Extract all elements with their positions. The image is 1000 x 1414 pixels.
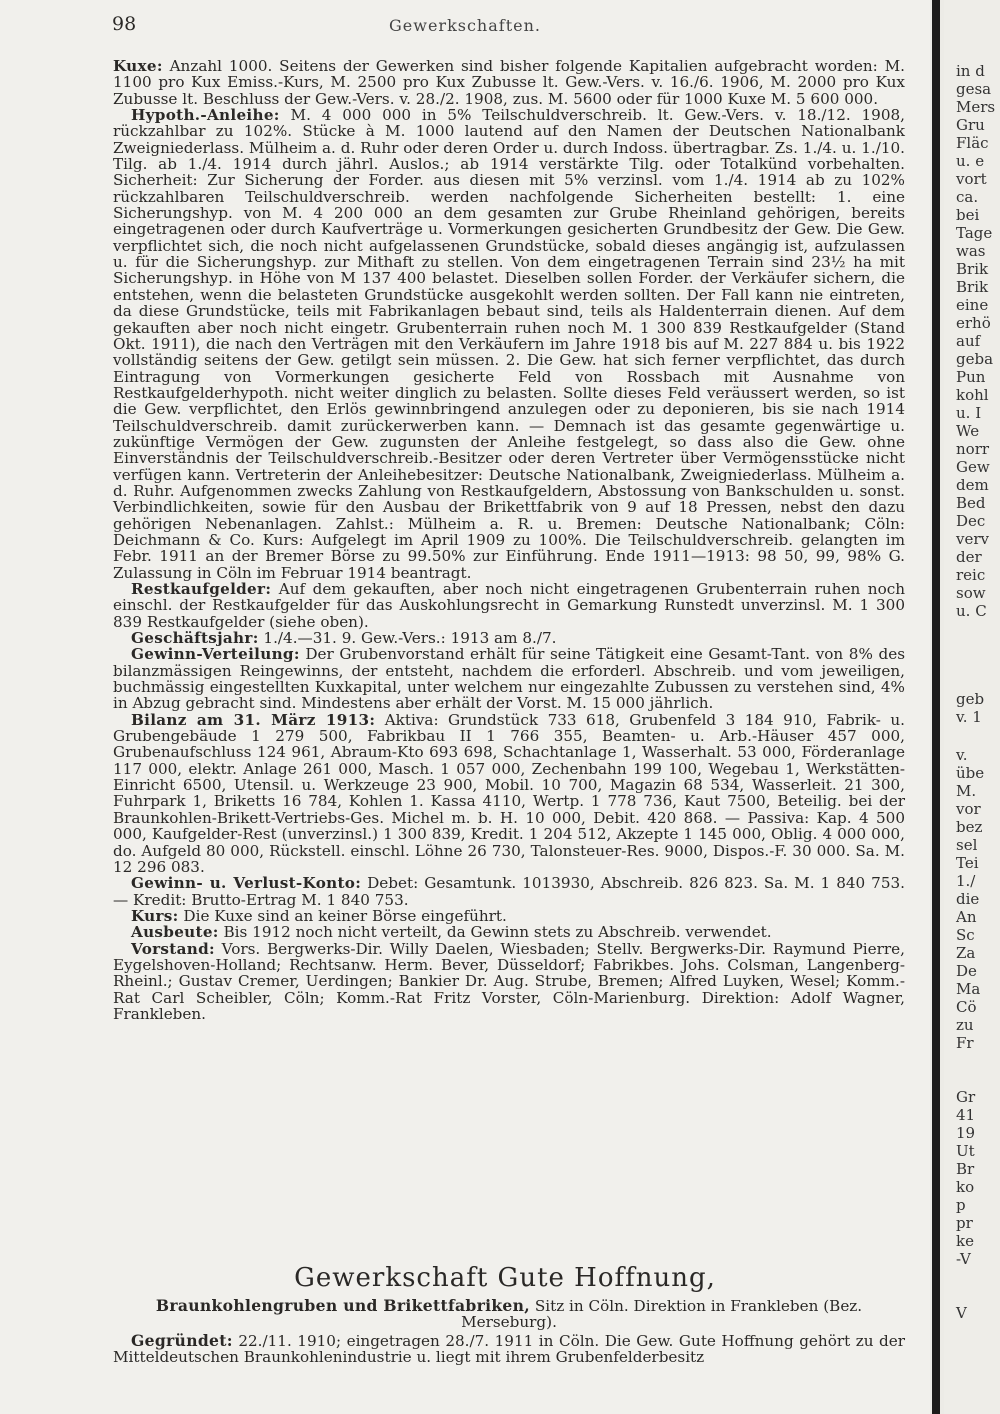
margin-fragment: vor <box>956 800 981 818</box>
margin-fragment: We <box>956 422 980 440</box>
margin-fragment: Tei <box>956 854 979 872</box>
paragraph-label: Ausbeute: <box>131 923 219 942</box>
margin-fragment: erhö <box>956 314 991 332</box>
margin-fragment: v. <box>956 746 968 764</box>
margin-fragment: Mers <box>956 98 996 116</box>
margin-fragment: bei <box>956 206 980 224</box>
founded-label: Gegründet: <box>131 1330 233 1350</box>
page-number: 98 <box>112 13 137 35</box>
margin-fragment: zu <box>956 1016 974 1034</box>
paragraph-gewinn-verlust <box>113 875 905 908</box>
margin-fragment: 1./ <box>956 872 976 890</box>
margin-fragment: pr <box>956 1214 973 1232</box>
paragraph-hypoth-anleihe <box>113 107 905 581</box>
margin-fragment: vort <box>956 170 987 188</box>
margin-fragment: reic <box>956 566 986 584</box>
paragraph-label: Gewinn-Verteilung: <box>131 645 300 664</box>
margin-fragment: gesa <box>956 80 992 98</box>
margin-fragment: Fr <box>956 1034 974 1052</box>
margin-fragment: u. I <box>956 404 982 422</box>
margin-fragment: die <box>956 890 980 908</box>
paragraph-text: Vors. Bergwerks-Dir. Willy Daelen, Wiesbaden; Stellv. Bergwerks-Dir. Raymund Pierre, Eygelshoven-Holland; Rechtsanw. Herm. Bever, Düsseldorf; Fabrikbes. Johs. Colsman, Langenberg-Rheinl.; Gustav Cremer, Uerdingen; Bankier Dr. Aug. Strube, Bremen; Alfred Luyken, Wesel; Komm.-Rat Carl Scheibler, Cöln; Komm.-Rat Fritz Vorster, Cöln-Marienburg. Direktion: Adolf Wagner, Frankleben. <box>113 939 905 1023</box>
margin-fragment: sow <box>956 584 986 602</box>
paragraph-label: Geschäftsjahr: <box>131 629 259 648</box>
margin-fragment: An <box>956 908 977 926</box>
margin-fragment: was <box>956 242 986 260</box>
margin-fragment: übe <box>956 764 985 782</box>
founded-text: 22./11. 1910; eingetragen 28./7. 1911 in Cöln. Die Gew. Gute Hoffnung gehört zu der Mitteldeutschen Braunkohlenindustrie u. liegt mit ihrem Grubenfelderbesitz <box>113 1331 905 1367</box>
paragraph-text: Aktiva: Grundstück 733 618, Grubenfeld 3 184 910, Fabrik- u. Grubengebäude 1 279 500, Fabrikbau II 1 766 355, Beamten- u. Arb.-Häuser 457 000, Grubenaufschluss 124 961, Abraum-Kto 693 698, Schachtanlage 1, Wasserhalt. 53 000, Förderanlage 117 000, elektr. Anlage 261 000, Masch. 1 057 000, Zechenbahn 199 100, Wegebau 1, Werkstätten-Einricht 6500, Utensil. u. Werkzeuge 23 900, Mobil. 10 700, Magazin 68 534, Wasserleit. 21 300, Fuhrpark 1, Briketts 16 784, Kohlen 1. Kassa 4110, Wertp. 1 778 736, Kaut 7500, Beteilig. bei der Braunkohlen-Brikett-Vertriebs-Ges. Michel m. b. H. 10 000, Debit. 420 868. — Passiva: Kap. 4 500 000, Kaufgelder-Rest (unverzinsl.) 1 300 839, Kredit. 1 204 512, Akzepte 1 145 000, Oblig. 4 000 000, do. Aufgeld 80 000, Rückstell. einschl. Löhne 26 730, Talonsteuer-Res. 9000, Dispos.-F. 30 000. Sa. M. 12 296 083. <box>113 710 905 876</box>
margin-fragment: in d <box>956 62 985 80</box>
margin-fragment: Brik <box>956 278 989 296</box>
margin-fragment: verv <box>956 530 989 548</box>
margin-fragment: ca. <box>956 188 979 206</box>
paragraph-text: Auf dem gekauften, aber noch nicht eingetragenen Grubenterrain ruhen noch einschl. der Restkaufgelder für das Auskohlungsrecht in Gemarkung Runstedt unverzinsl. M. 1 300 839 Restkaufgelder (siehe oben). <box>113 580 905 631</box>
margin-fragment: eine <box>956 296 989 314</box>
margin-fragment: sel <box>956 836 978 854</box>
margin-fragment: V <box>956 1304 967 1322</box>
margin-fragment: Bed <box>956 494 986 512</box>
adjacent-page-margin <box>944 0 1000 1414</box>
margin-fragment: Fläc <box>956 134 989 152</box>
margin-fragment: norr <box>956 440 990 458</box>
paragraph-label: Restkaufgelder: <box>131 580 272 598</box>
paragraph-ausbeute <box>113 924 905 940</box>
margin-fragment: p <box>956 1196 966 1214</box>
subtitle-label: Braunkohlengruben und Brikettfabriken, <box>155 1296 531 1315</box>
paragraph-text: Bis 1912 noch nicht verteilt, da Gewinn stets zu Abschreib. verwendet. <box>218 923 772 942</box>
paragraph-restkaufgelder <box>113 581 905 630</box>
paragraph-label: Vorstand: <box>131 939 215 958</box>
margin-fragment: u. C <box>956 602 987 620</box>
paragraph-text: Die Kuxe sind an keiner Börse eingeführt. <box>178 906 507 925</box>
margin-fragment: De <box>956 962 977 980</box>
paragraph-text: 1./4.—31. 9. Gew.-Vers.: 1913 am 8./7. <box>258 629 557 648</box>
margin-fragment: geb <box>956 690 985 708</box>
margin-fragment: Brik <box>956 260 989 278</box>
paragraph-vorstand <box>113 941 905 1023</box>
paragraph-label: Kurs: <box>131 906 179 925</box>
paragraph-text: Der Grubenvorstand erhält für seine Tätigkeit eine Gesamt-Tant. von 8% des bilanzmässigen Reingewinns, der entsteht, nachdem die erforderl. Abschreib. und vom jeweiligen, buchmässig eingestellten Kuxkapital, unter welchem nur eingezahlte Zubussen zu verstehen sind, 4% in Abzug gebracht sind. Mindestens aber erhält der Vorst. M. 15 000 jährlich. <box>113 645 905 713</box>
margin-fragment: auf <box>956 332 981 350</box>
margin-fragment: Gr <box>956 1088 976 1106</box>
margin-fragment: Gew <box>956 458 990 476</box>
margin-fragment: geba <box>956 350 994 368</box>
margin-fragment: ko <box>956 1178 975 1196</box>
margin-fragment: Cö <box>956 998 977 1016</box>
paragraph-text: M. 4 000 000 in 5% Teilschuldverschreib. lt. Gew.-Vers. v. 18./12. 1908, rückzahlbar zu 102%. Stücke à M. 1000 lautend auf den Namen der Deutschen Nationalbank Zweigniederlass. Mülheim a. d. Ruhr oder deren Order u. durch Indoss. übertragbar. Zs. 1./4. u. 1./10. Tilg. ab 1./4. 1914 durch jährl. Auslos.; ab 1914 verstärkte Tilg. oder Totalkünd vorbehalten. Sicherheit: Zur Sicherung der Forder. aus diesen mit 5% verzinsl. vom 1./4. 1914 ab zu 102% rückzahlbaren Teilschuldverschreib. werden nachfolgende Sicherheiten bestellt: 1. eine Sicherungshyp. von M. 4 200 000 an dem gesamten zur Grube Rheinland gehörigen, bereits eingetragenen oder durch Kaufverträge u. Vormerkungen gesicherten Grundbesitz der Gew. Die Gew. verpflichtet sich, die noch nicht aufgelassenen Grundstücke, sobald dieses angängig ist, aufzulassen u. für die Sicherungshyp. zur Mithaft zu stellen. Von dem eingetragenen Terrain sind 23½ ha mit Sicherungshyp. in Höhe von M 137 400 belastet. Dieselben sollen Forder. der Verkäufer sichern, die entstehen, wenn die belasteten Grundstücke ausgekohlt werden sollten. Der Fall kann nie eintreten, da diese Grundstücke, teils mit Fabrikanlagen bebaut sind, teils als Haldenterrain dienen. Auf dem gekauften aber noch nicht eingetr. Grubenterrain ruhen noch M. 1 300 839 Restkaufgelder (Stand Okt. 1911), die nach den Verträgen mit den Verkäufern im Jahre 1918 bis auf M. 227 884 u. bis 1922 vollständig seitens der Gew. getilgt sein müssen. 2. Die Gew. hat sich ferner verpflichtet, das durch Eintragung von Vormerkungen gesicherte Feld von Rossbach mit Ausnahme von Restkaufgelderhypoth. nicht weiter dinglich zu belasten. Sollte dieses Feld veräussert werden, so ist die Gew. verpflichtet, den Erlös gewinnbringend anzulegen oder zu deponieren, bis sie nach 1914 Teilschuldverschreib. damit zurückerwerben kann. — Demnach ist das gesamte gegenwärtige u. zukünftige Vermögen der Gew. zugunsten der Anleihe festgelegt, so dass also die Gew. ohne Einverständnis der Teilschuldverschreib.-Besitzer oder deren Vertreter über Vermögensstücke nicht verfügen kann. Vertreterin der Anleihebesitzer: Deutsche Nationalbank, Zweigniederlass. Mülheim a. d. Ruhr. Aufgenommen zwecks Zahlung von Restkaufgeldern, Abstossung von Bankschulden u. sonst. Verbindlichkeiten, sowie für den Ausbau der Brikettfabrik von 9 auf 18 Pressen, nebst den dazu gehörigen Nebenanlagen. Zahlst.: Mülheim a. R. u. Bremen: Deutsche Nationalbank; Cöln: Deichmann & Co. Kurs: Aufgelegt im April 1909 zu 100%. Die Teilschuldverschreib. gelangten im Febr. 1911 an der Bremer Börse zu 99.50% zur Einführung. Ende 1911—1913: 98 50, 99, 98% G. Zulassung in Cöln im Februar 1914 beantragt. <box>113 106 905 582</box>
paragraph-label: Hypoth.-Anleihe: <box>131 106 280 125</box>
margin-fragment: kohl <box>956 386 989 404</box>
margin-fragment: Ut <box>956 1142 975 1160</box>
paragraph-label: Bilanz am 31. März 1913: <box>131 710 376 729</box>
paragraph-kuxe <box>113 58 905 107</box>
company-subheader <box>113 1298 905 1365</box>
paragraph-bilanz <box>113 712 905 875</box>
column-divider-rule <box>932 0 940 1414</box>
subtitle-text: Sitz in Cöln. Direktion in Frankleben (Bez. Merseburg). <box>461 1297 863 1332</box>
margin-fragment: Za <box>956 944 976 962</box>
margin-fragment: u. e <box>956 152 985 170</box>
margin-fragment: Pun <box>956 368 986 386</box>
margin-fragment: Sc <box>956 926 975 944</box>
paragraph-text: Anzahl 1000. Seitens der Gewerken sind bisher folgende Kapitalien aufgebracht worden: M. 1100 pro Kux Emiss.-Kurs, M. 2500 pro Kux Zubusse lt. Gew.-Vers. v. 16./6. 1906, M. 2000 pro Kux Zubusse lt. Beschluss der Gew.-Vers. v. 28./2. 1908, zus. M. 5600 oder für 1000 Kuxe M. 5 600 000. <box>113 57 905 108</box>
margin-fragment: bez <box>956 818 983 836</box>
margin-fragment: -V <box>956 1250 971 1268</box>
paragraph-geschaeftsjahr <box>113 630 905 646</box>
paragraph-label: Kuxe: <box>113 57 163 75</box>
paragraph-gewinn-verteilung <box>113 646 905 711</box>
margin-fragment: ke <box>956 1232 974 1250</box>
margin-fragment: v. 1 <box>956 708 982 726</box>
running-head: Gewerkschaften. <box>389 16 541 35</box>
margin-fragment: Ma <box>956 980 981 998</box>
section-title: Gewerkschaft Gute Hoffnung, <box>294 1263 716 1293</box>
margin-fragment: dem <box>956 476 989 494</box>
margin-fragment: 41 <box>956 1106 976 1124</box>
margin-fragment: 19 <box>956 1124 976 1142</box>
margin-fragment: Tage <box>956 224 993 242</box>
margin-fragment: Br <box>956 1160 975 1178</box>
paragraph-label: Gewinn- u. Verlust-Konto: <box>131 874 362 893</box>
margin-fragment: der <box>956 548 982 566</box>
margin-fragment: Gru <box>956 116 985 134</box>
paragraph-text: Debet: Gesamtunk. 1013930, Abschreib. 826 823. Sa. M. 1 840 753. — Kredit: Brutto-Ertrag M. 1 840 753. <box>113 874 905 909</box>
margin-fragment: M. <box>956 782 977 800</box>
paragraph-kurs <box>113 908 905 924</box>
margin-fragment: Dec <box>956 512 986 530</box>
article-body <box>113 58 905 1022</box>
